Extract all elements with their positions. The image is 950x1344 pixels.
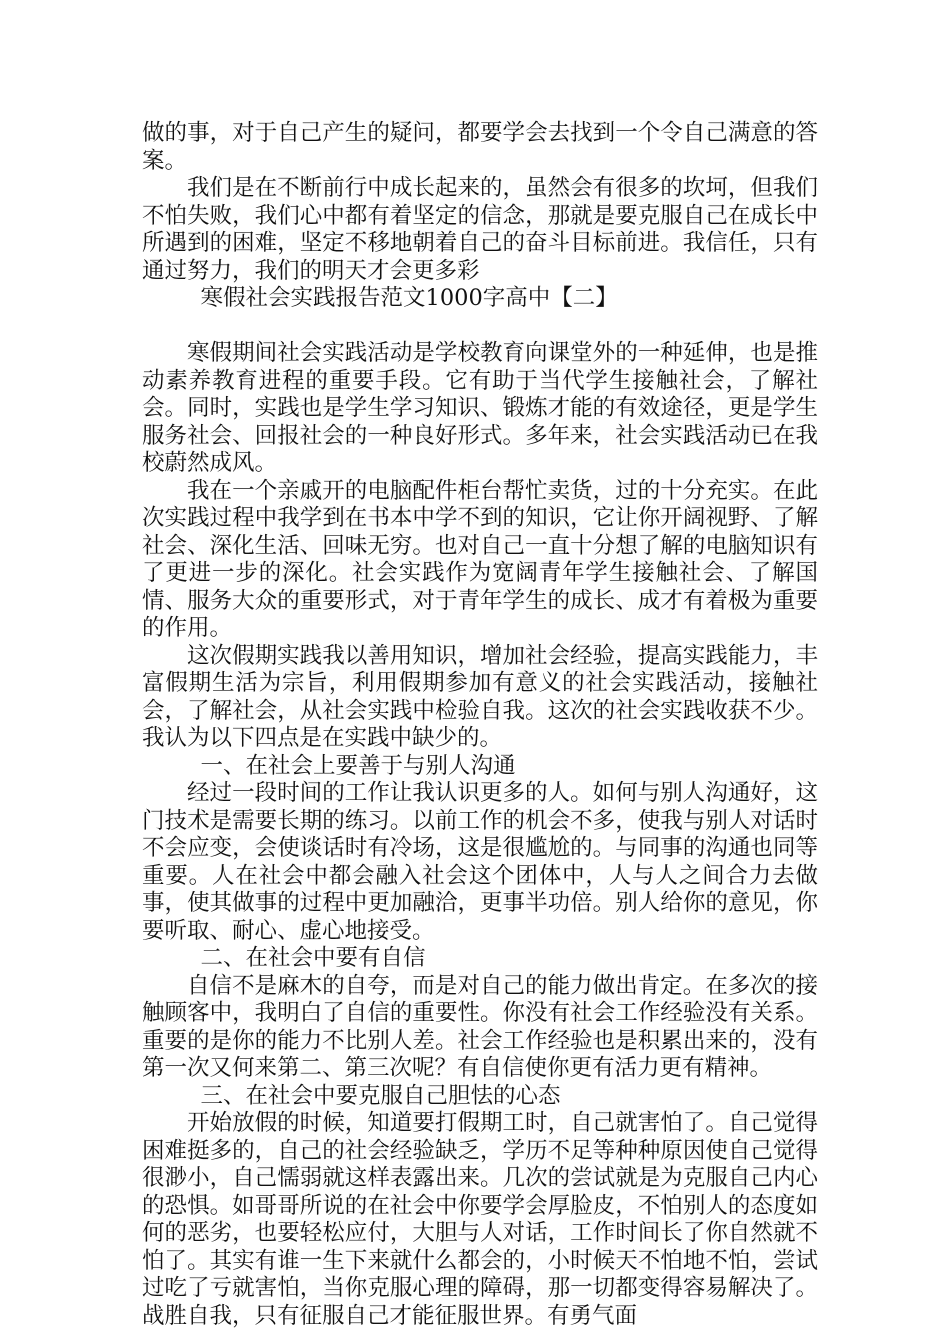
document-page	[142, 120, 818, 1330]
section-title-2: 寒假社会实践报告范文1000字高中【二】	[200, 285, 618, 311]
paragraph-2: 我们是在不断前行中成长起来的，虽然会有很多的坎坷，但我们不怕失败，我们心中都有着坚定的信念，那就是要克服自己在成长中所遇到的困难，坚定不移地朝着自己的奋斗目标前进。我信任，只有通过努力，我们的明天才会更多彩	[142, 175, 818, 284]
paragraph-3: 寒假期间社会实践活动是学校教育向课堂外的一种延伸，也是推动素养教育进程的重要手段。它有助于当代学生接触社会，了解社会。同时，实践也是学生学习知识、锻炼才能的有效途径，更是学生服务社会、回报社会的一种良好形式。多年来，社会实践活动已在我校蔚然成风。	[142, 340, 818, 476]
subheading-communication: 一、在社会上要善于与别人沟通	[200, 752, 516, 779]
paragraph-8: 开始放假的时候，知道要打假期工时，自己就害怕了。自己觉得困难挺多的，自己的社会经验缺乏，学历不足等种种原因使自己觉得很渺小，自己懦弱就这样表露出来。几次的尝试就是为克服自己内心的恐惧。如哥哥所说的在社会中你要学会厚脸皮，不怕别人的态度如何的恶劣，也要轻松应付，大胆与人对话，工作时间长了你自然就不怕了。其实有谁一生下来就什么都会的，小时候天不怕地不怕，尝试过吃了亏就害怕，当你克服心理的障碍，那一切都变得容易解决了。战胜自我，只有征服自己才能征服世界。有勇气面	[142, 1110, 818, 1329]
subheading-confidence: 二、在社会中要有自信	[200, 945, 426, 971]
paragraph-4: 我在一个亲戚开的电脑配件柜台帮忙卖货，过的十分充实。在此次实践过程中我学到在书本中学不到的知识，它让你开阔视野、了解社会、深化生活、回味无穷。也对自己一直十分想了解的电脑知识有了更进一步的深化。社会实践作为宽阔青年学生接触社会、了解国情、服务大众的重要形式，对于青年学生的成长、成才有着极为重要的作用。	[142, 477, 818, 641]
paragraph-7: 自信不是麻木的自夸，而是对自己的能力做出肯定。在多次的接触顾客中，我明白了自信的重要性。你没有社会工作经验没有关系。重要的是你的能力不比别人差。社会工作经验也是积累出来的，没有第一次又何来第二、第三次呢？有自信使你更有活力更有精神。	[142, 972, 818, 1081]
paragraph-6: 经过一段时间的工作让我认识更多的人。如何与别人沟通好，这门技术是需要长期的练习。以前工作的机会不多，使我与别人对话时不会应变，会使谈话时有冷场，这是很尴尬的。与同事的沟通也同等重要。人在社会中都会融入社会这个团体中，人与人之间合力去做事，使其做事的过程中更加融洽，更事半功倍。别人给你的意见，你要听取、耐心、虚心地接受。	[142, 780, 818, 944]
subheading-timidity: 三、在社会中要克服自己胆怯的心态	[200, 1082, 561, 1109]
paragraph-1: 做的事，对于自己产生的疑问，都要学会去找到一个令自己满意的答案。	[142, 120, 818, 174]
blank-line	[142, 313, 818, 341]
paragraph-5: 这次假期实践我以善用知识，增加社会经验，提高实践能力，丰富假期生活为宗旨，利用假期参加有意义的社会实践活动，接触社会，了解社会，从社会实践中检验自我。这次的社会实践收获不少。我认为以下四点是在实践中缺少的。	[142, 642, 818, 751]
